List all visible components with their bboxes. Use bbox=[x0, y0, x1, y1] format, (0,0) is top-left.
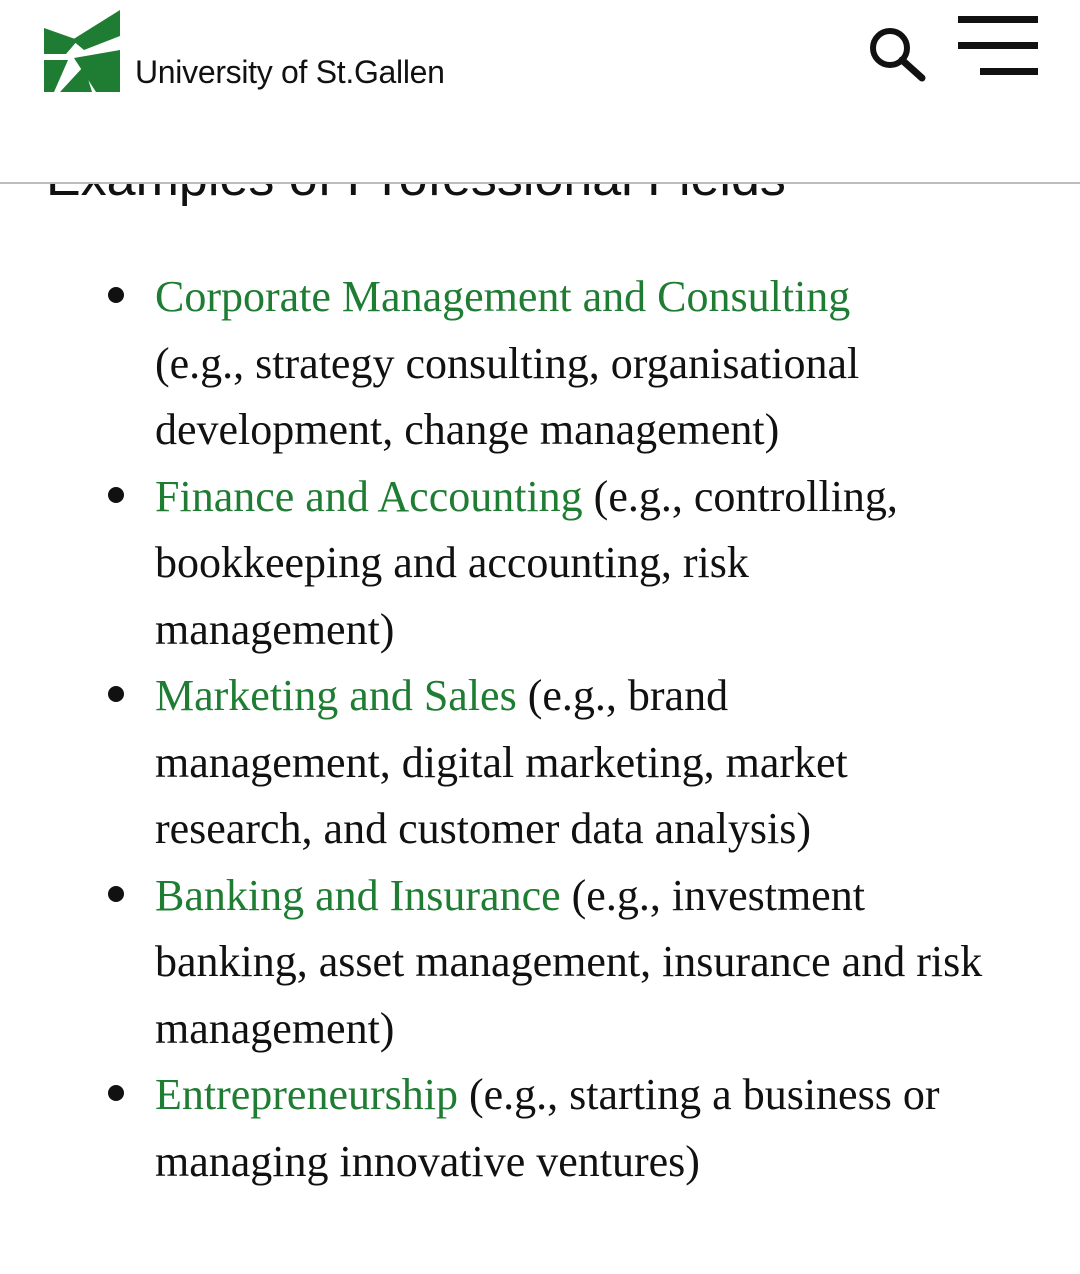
field-description: (e.g., starting a business or managing innovative ventures) bbox=[155, 1070, 940, 1186]
list-item bbox=[0, 663, 995, 863]
field-description: (e.g., investment banking, asset management, insurance and risk management) bbox=[155, 870, 983, 1053]
list-item bbox=[0, 863, 1055, 1063]
list-item bbox=[0, 464, 1035, 664]
bullet-icon bbox=[108, 287, 124, 303]
list-item bbox=[0, 264, 935, 464]
field-link-corporate-management[interactable]: Corporate Management and Consulting bbox=[155, 272, 851, 321]
bullet-icon bbox=[108, 1085, 124, 1101]
hamburger-menu-icon[interactable] bbox=[954, 16, 1040, 80]
field-link-banking-insurance[interactable]: Banking and Insurance bbox=[155, 870, 561, 920]
bullet-icon bbox=[108, 487, 124, 503]
site-header bbox=[0, 0, 1080, 184]
bullet-icon bbox=[108, 686, 124, 702]
field-link-marketing-sales[interactable]: Marketing and Sales bbox=[155, 671, 517, 720]
professional-fields-list bbox=[0, 264, 1080, 1195]
field-description: (e.g., strategy consulting, organisational development, change management) bbox=[155, 338, 860, 454]
field-description: (e.g., controlling, bookkeeping and accounting, risk management) bbox=[155, 471, 898, 654]
field-link-entrepreneurship[interactable]: Entrepreneurship bbox=[155, 1070, 458, 1119]
search-icon[interactable] bbox=[864, 22, 930, 84]
bullet-icon bbox=[108, 886, 124, 902]
brand-name[interactable]: University of St.Gallen bbox=[135, 54, 445, 90]
list-item bbox=[0, 1062, 1080, 1195]
field-description: (e.g., brand management, digital marketing, market research, and customer data analysis) bbox=[155, 671, 848, 853]
field-link-finance-accounting[interactable]: Finance and Accounting bbox=[155, 471, 583, 521]
hsg-logo-icon[interactable] bbox=[44, 10, 124, 94]
